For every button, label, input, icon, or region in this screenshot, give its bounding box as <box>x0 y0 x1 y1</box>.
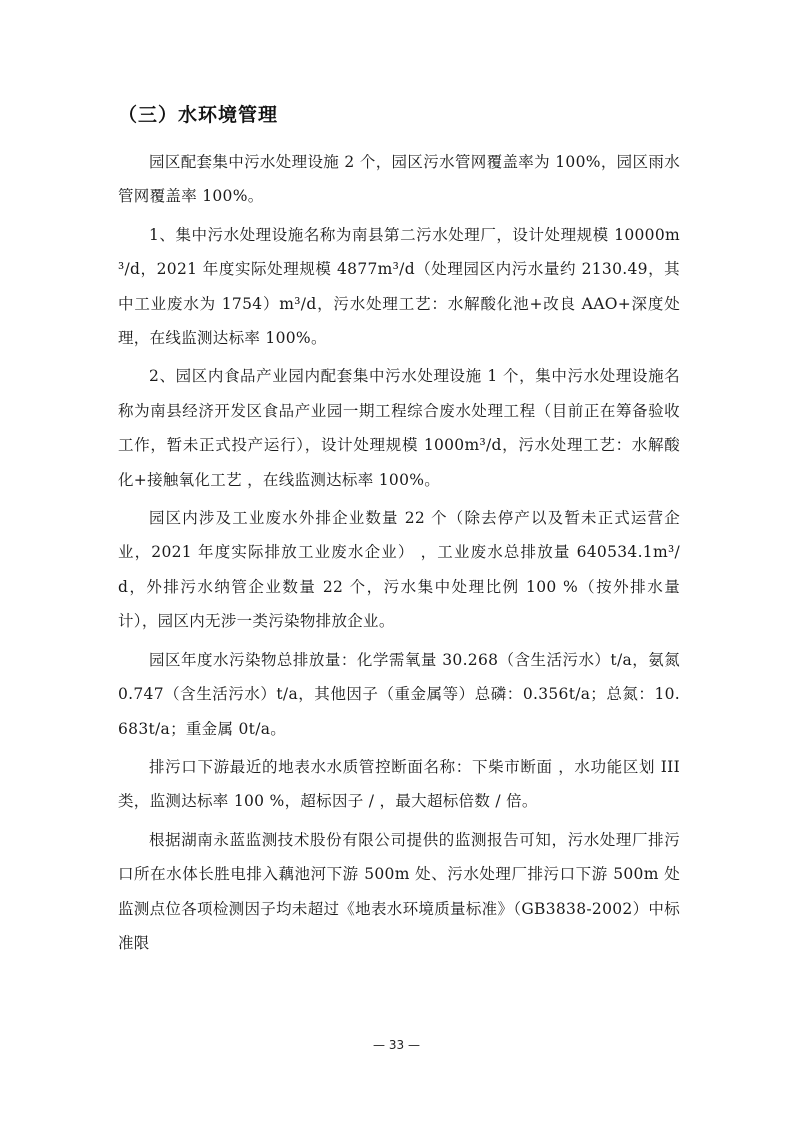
paragraph-food-park-facility: 2、园区内食品产业园内配套集中污水处理设施 1 个，集中污水处理设施名称为南县经济开发区食品产业园一期工程综合废水处理工程（目前正在筹备验收工作，暂未正式投产运行），设计处理规模 1000m³/d，污水处理工艺：水解酸化+接触氧化工艺 ，在线监测达标率 100%。 <box>118 367 680 489</box>
paragraph-pollutant-emissions: 园区年度水污染物总排放量：化学需氧量 30.268（含生活污水）t/a，氨氮 0.747（含生活污水）t/a，其他因子（重金属等）总磷：0.356t/a；总氮：10.683t/a；重金属 0t/a。 <box>118 650 680 738</box>
body-text <box>118 145 680 964</box>
paragraph-treatment-plant-2: 1、集中污水处理设施名称为南县第二污水处理厂，设计处理规模 10000m³/d，2021 年度实际处理规模 4877m³/d（处理园区内污水量约 2130.49，其中工业废水为 1754）m³/d，污水处理工艺：水解酸化池+改良 AAO+深度处理，在线监测达标率 100%。 <box>118 225 680 348</box>
paragraph-industrial-wastewater: 园区内涉及工业废水外排企业数量 22 个（除去停产以及暂未正式运营企业，2021 年度实际排放工业废水企业） ，工业废水总排放量 640534.1m³/d，外排污水纳管企业数量 22 个，污水集中处理比例 100 %（按外排水量计），园区内无涉一类污染物排放企业。 <box>118 509 680 631</box>
paragraph-downstream-section: 排污口下游最近的地表水水质管控断面名称：下柴市断面 ，水功能区划 III 类，监测达标率 100 %，超标因子 / ，最大超标倍数 / 倍。 <box>118 757 680 811</box>
paragraph-monitoring-report: 根据湖南永蓝监测技术股份有限公司提供的监测报告可知，污水处理厂排污口所在水体长胜电排入藕池河下游 500m 处、污水处理厂排污口下游 500m 处监测点位各项检测因子均未超过《地表水环境质量标准》（GB3838-2002）中标准限 <box>118 830 680 952</box>
section-heading: （三）水环境管理 <box>118 104 279 126</box>
paragraph-facilities-summary: 园区配套集中污水处理设施 2 个，园区污水管网覆盖率为 100%，园区雨水管网覆盖率 100%。 <box>118 153 680 206</box>
page-number: — 33 — <box>373 1038 420 1052</box>
